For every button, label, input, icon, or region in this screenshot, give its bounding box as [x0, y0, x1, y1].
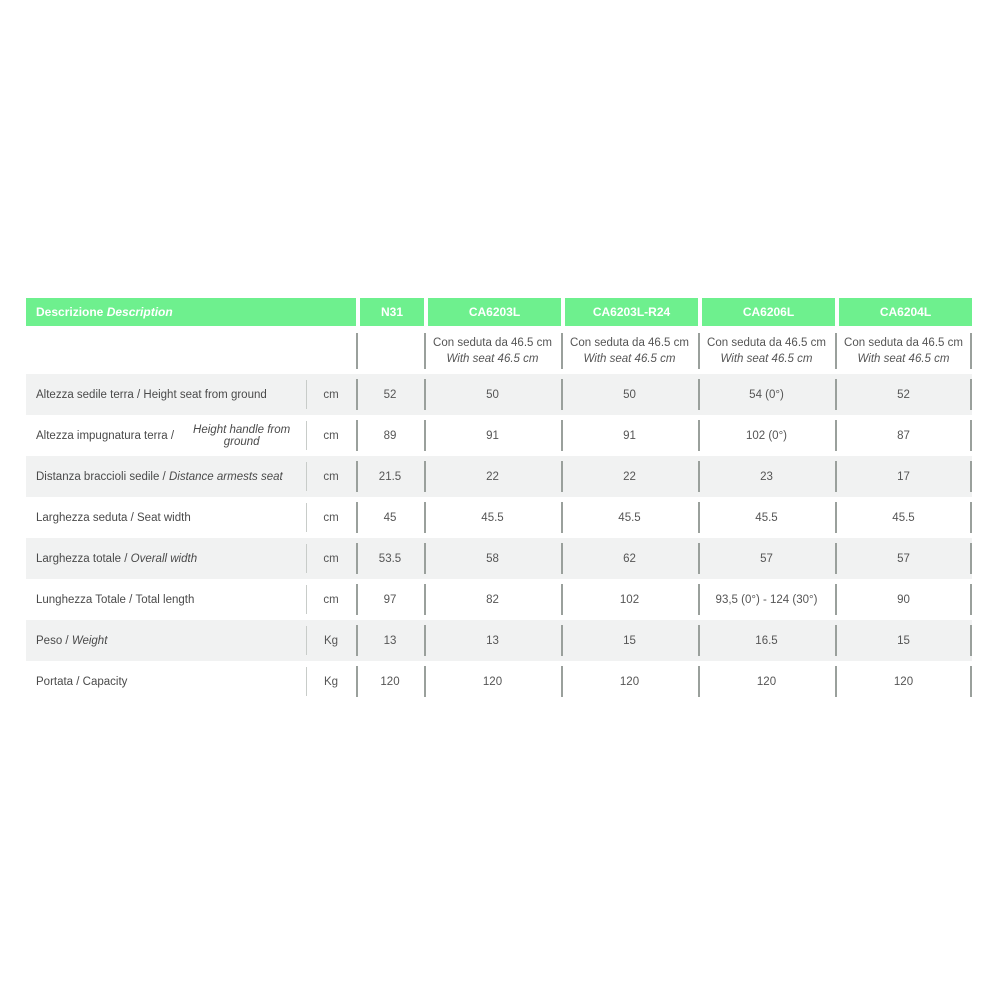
- row-value: 120: [561, 661, 698, 702]
- row-value: 17: [835, 456, 972, 497]
- table-row: [26, 415, 972, 456]
- row-label-en: Seat width: [137, 511, 191, 524]
- row-unit: cm: [306, 538, 356, 579]
- row-value: 62: [561, 538, 698, 579]
- subheader-note-line2: With seat 46.5 cm: [720, 353, 813, 365]
- row-label-en: Capacity: [82, 675, 128, 688]
- header-model-ca6203l-r24: CA6203L-R24: [565, 298, 698, 326]
- subheader-empty-desc: [26, 328, 306, 374]
- header-model-n31: N31: [360, 298, 424, 326]
- row-value: 23: [698, 456, 835, 497]
- row-value: 45.5: [561, 497, 698, 538]
- row-value: 120: [698, 661, 835, 702]
- subheader-note-line2: With seat 46.5 cm: [583, 353, 676, 365]
- row-value: 15: [561, 620, 698, 661]
- row-label-it: Distanza braccioli sedile /: [36, 470, 169, 483]
- table-row: [26, 579, 972, 620]
- row-value: 22: [424, 456, 561, 497]
- row-description: [26, 415, 306, 456]
- row-value: 45.5: [424, 497, 561, 538]
- row-value: 54 (0°): [698, 374, 835, 415]
- subheader-note: [561, 328, 698, 374]
- row-unit: cm: [306, 456, 356, 497]
- row-label-en: Overall width: [130, 552, 198, 565]
- row-label-en: Height seat from ground: [143, 388, 267, 401]
- row-value: 50: [561, 374, 698, 415]
- row-value: 16.5: [698, 620, 835, 661]
- row-unit: cm: [306, 497, 356, 538]
- row-description: [26, 661, 306, 702]
- row-label-en: Distance armests seat: [168, 470, 283, 483]
- spec-table: [26, 298, 972, 702]
- row-value: 53.5: [356, 538, 424, 579]
- row-label-it: Larghezza totale /: [36, 552, 131, 565]
- header-model-ca6204l: CA6204L: [839, 298, 972, 326]
- table-header-row: [26, 298, 972, 326]
- subheader-note: [835, 328, 972, 374]
- subheader-note-line1: Con seduta da 46.5 cm: [433, 337, 552, 349]
- row-value: 22: [561, 456, 698, 497]
- row-value: 120: [835, 661, 972, 702]
- header-description-it: Descrizione: [36, 305, 104, 319]
- row-description: [26, 579, 306, 620]
- row-value: 91: [424, 415, 561, 456]
- row-unit: Kg: [306, 661, 356, 702]
- subheader-note-line2: With seat 46.5 cm: [857, 353, 950, 365]
- subheader-note-line2: With seat 46.5 cm: [446, 353, 539, 365]
- row-description: [26, 456, 306, 497]
- table-row: [26, 374, 972, 415]
- row-value: 15: [835, 620, 972, 661]
- row-label-en: Height handle from ground: [193, 423, 291, 448]
- row-unit: Kg: [306, 620, 356, 661]
- row-value: 57: [835, 538, 972, 579]
- table-row: [26, 497, 972, 538]
- row-label-en: Total length: [135, 593, 195, 606]
- row-label-it: Lunghezza Totale /: [36, 593, 136, 606]
- row-value: 13: [424, 620, 561, 661]
- table-row: [26, 538, 972, 579]
- row-value: 50: [424, 374, 561, 415]
- row-description: [26, 620, 306, 661]
- row-value: 102 (0°): [698, 415, 835, 456]
- header-model-ca6203l: CA6203L: [428, 298, 561, 326]
- row-value: 93,5 (0°) - 124 (30°): [698, 579, 835, 620]
- row-value: 82: [424, 579, 561, 620]
- row-value: 45.5: [698, 497, 835, 538]
- row-label-it: Peso /: [36, 634, 72, 647]
- subheader-note-line1: Con seduta da 46.5 cm: [707, 337, 826, 349]
- subheader-n31: [356, 328, 424, 374]
- subheader-note: [698, 328, 835, 374]
- row-value: 91: [561, 415, 698, 456]
- row-label-it: Altezza impugnatura terra /: [36, 429, 178, 442]
- subheader-note-line1: Con seduta da 46.5 cm: [570, 337, 689, 349]
- header-model-ca6206l: CA6206L: [702, 298, 835, 326]
- row-value: 52: [356, 374, 424, 415]
- header-description-en: Description: [106, 305, 173, 319]
- row-label-it: Portata /: [36, 675, 83, 688]
- row-value: 58: [424, 538, 561, 579]
- row-description: [26, 497, 306, 538]
- table-subheader-row: [26, 328, 972, 374]
- table-row: [26, 620, 972, 661]
- row-value: 120: [356, 661, 424, 702]
- table-row: [26, 661, 972, 702]
- row-unit: cm: [306, 579, 356, 620]
- row-unit: cm: [306, 415, 356, 456]
- row-value: 52: [835, 374, 972, 415]
- row-value: 90: [835, 579, 972, 620]
- row-label-en: Weight: [71, 634, 108, 647]
- table-body: [26, 374, 972, 702]
- row-label-it: Larghezza seduta /: [36, 511, 138, 524]
- row-value: 57: [698, 538, 835, 579]
- header-description: [26, 298, 356, 326]
- row-value: 102: [561, 579, 698, 620]
- row-unit: cm: [306, 374, 356, 415]
- row-value: 21.5: [356, 456, 424, 497]
- subheader-note-line1: Con seduta da 46.5 cm: [844, 337, 963, 349]
- row-value: 87: [835, 415, 972, 456]
- row-value: 97: [356, 579, 424, 620]
- row-value: 45: [356, 497, 424, 538]
- row-description: [26, 374, 306, 415]
- subheader-note: [424, 328, 561, 374]
- table-row: [26, 456, 972, 497]
- row-value: 13: [356, 620, 424, 661]
- row-value: 120: [424, 661, 561, 702]
- subheader-empty-unit: [306, 328, 356, 374]
- row-label-it: Altezza sedile terra /: [36, 388, 144, 401]
- row-value: 45.5: [835, 497, 972, 538]
- row-value: 89: [356, 415, 424, 456]
- row-description: [26, 538, 306, 579]
